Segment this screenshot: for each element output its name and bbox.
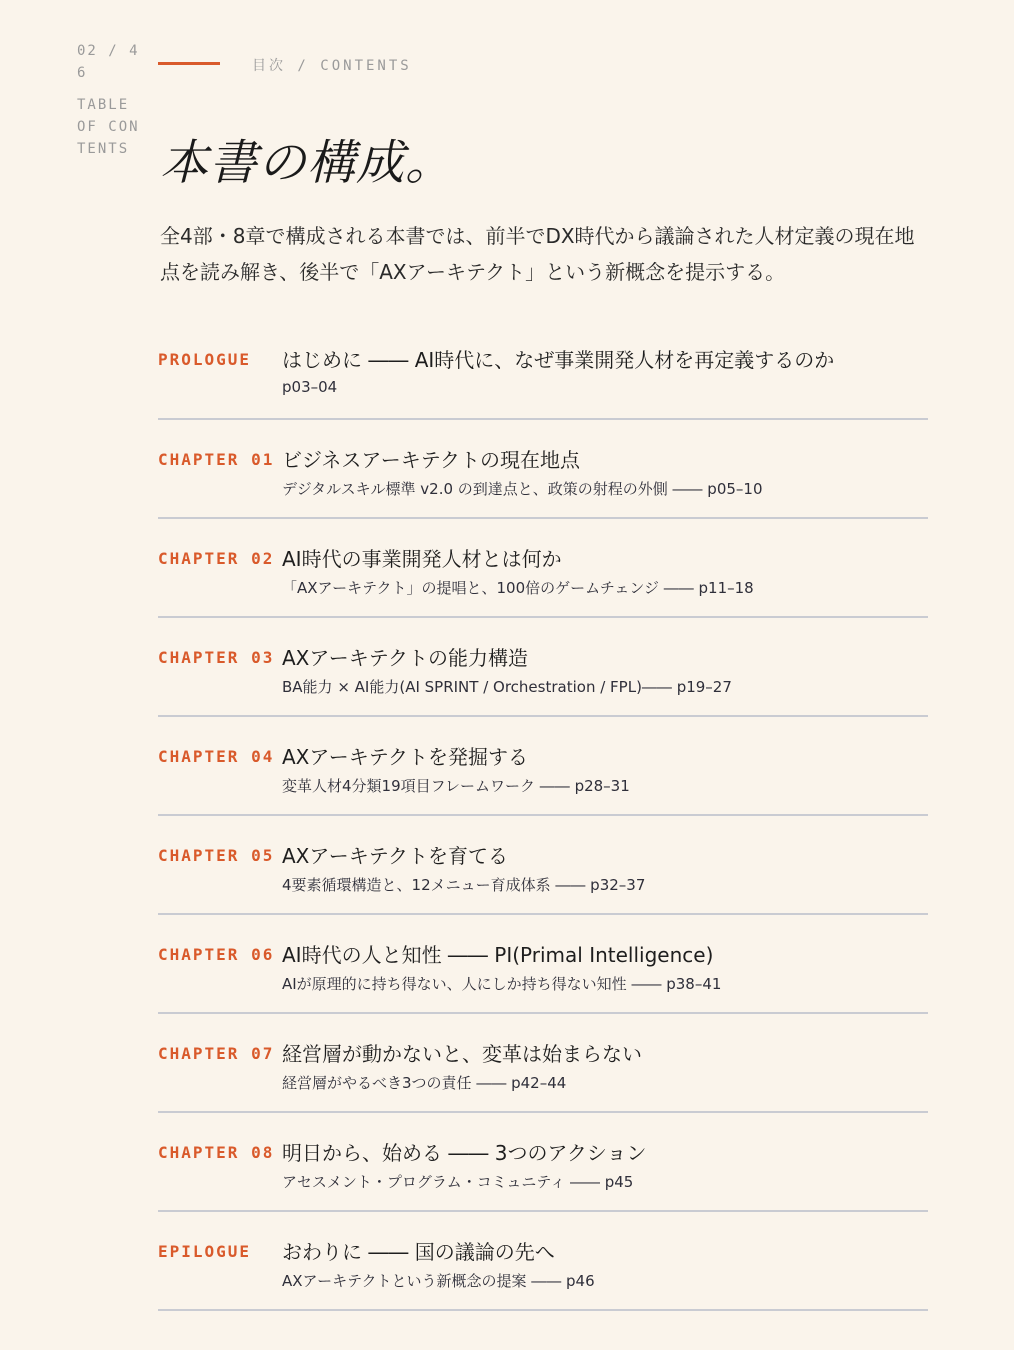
accent-rule — [158, 62, 220, 65]
toc-subtitle: 「AXアーキテクト」の提唱と、100倍のゲームチェンジ ―― p11–18 — [282, 579, 754, 597]
toc-label: CHAPTER 08 — [158, 1143, 275, 1162]
toc-title: 経営層が動かないと、変革は始まらない — [282, 1042, 642, 1066]
toc-label: CHAPTER 06 — [158, 945, 275, 964]
toc-subtitle: BA能力 × AI能力(AI SPRINT / Orchestration / FPL)―― p19–27 — [282, 678, 732, 696]
toc-item-chapter-03[interactable] — [158, 618, 928, 717]
toc-title: おわりに ―― 国の議論の先へ — [282, 1240, 555, 1264]
toc-item-chapter-05[interactable] — [158, 816, 928, 915]
toc-item-prologue[interactable] — [158, 320, 928, 420]
toc-title: ビジネスアーキテクトの現在地点 — [282, 448, 580, 472]
toc-subtitle: 変革人材4分類19項目フレームワーク ―― p28–31 — [282, 777, 630, 795]
toc-label: CHAPTER 04 — [158, 747, 275, 766]
toc-title: AXアーキテクトの能力構造 — [282, 646, 528, 670]
toc-label: PROLOGUE — [158, 350, 252, 369]
toc-item-chapter-08[interactable] — [158, 1113, 928, 1212]
toc-subtitle: 4要素循環構造と、12メニュー育成体系 ―― p32–37 — [282, 876, 646, 894]
toc-item-chapter-01[interactable] — [158, 420, 928, 519]
table-of-contents — [158, 320, 928, 1311]
section-label: TABLE OF CONTENTS — [77, 97, 140, 157]
side-meta — [77, 40, 149, 160]
toc-label: CHAPTER 02 — [158, 549, 275, 568]
toc-title: AXアーキテクトを発掘する — [282, 745, 528, 769]
toc-label: CHAPTER 05 — [158, 846, 275, 865]
toc-title: AI時代の事業開発人材とは何か — [282, 547, 562, 571]
toc-subtitle: アセスメント・プログラム・コミュニティ ―― p45 — [282, 1173, 634, 1191]
eyebrow-label: 目次 / CONTENTS — [252, 58, 412, 74]
toc-title: AXアーキテクトを育てる — [282, 844, 508, 868]
toc-label: CHAPTER 07 — [158, 1044, 275, 1063]
toc-item-chapter-06[interactable] — [158, 915, 928, 1014]
toc-item-epilogue[interactable] — [158, 1212, 928, 1311]
toc-title: 明日から、始める ―― 3つのアクション — [282, 1141, 647, 1165]
toc-item-chapter-04[interactable] — [158, 717, 928, 816]
toc-title: はじめに ―― AI時代に、なぜ事業開発人材を再定義するのか — [282, 348, 835, 372]
toc-subtitle: 経営層がやるべき3つの責任 ―― p42–44 — [282, 1074, 567, 1092]
toc-label: CHAPTER 03 — [158, 648, 275, 667]
toc-label: EPILOGUE — [158, 1242, 252, 1261]
toc-subtitle: AIが原理的に持ち得ない、人にしか持ち得ない知性 ―― p38–41 — [282, 975, 722, 993]
page-title: 本書の構成。 — [160, 135, 455, 191]
toc-subtitle: デジタルスキル標準 v2.0 の到達点と、政策の射程の外側 ―― p05–10 — [282, 480, 763, 498]
intro-paragraph: 全4部・8章で構成される本書では、前半でDX時代から議論された人材定義の現在地点を読み解き、後半で「AXアーキテクト」という新概念を提示する。 — [160, 224, 915, 284]
toc-subtitle: p03–04 — [282, 378, 338, 396]
toc-label: CHAPTER 01 — [158, 450, 275, 469]
page-number: 02 / 46 — [77, 43, 140, 81]
toc-item-chapter-07[interactable] — [158, 1014, 928, 1113]
toc-item-chapter-02[interactable] — [158, 519, 928, 618]
toc-subtitle: AXアーキテクトという新概念の提案 ―― p46 — [282, 1272, 595, 1290]
toc-title: AI時代の人と知性 ―― PI(Primal Intelligence) — [282, 943, 714, 967]
